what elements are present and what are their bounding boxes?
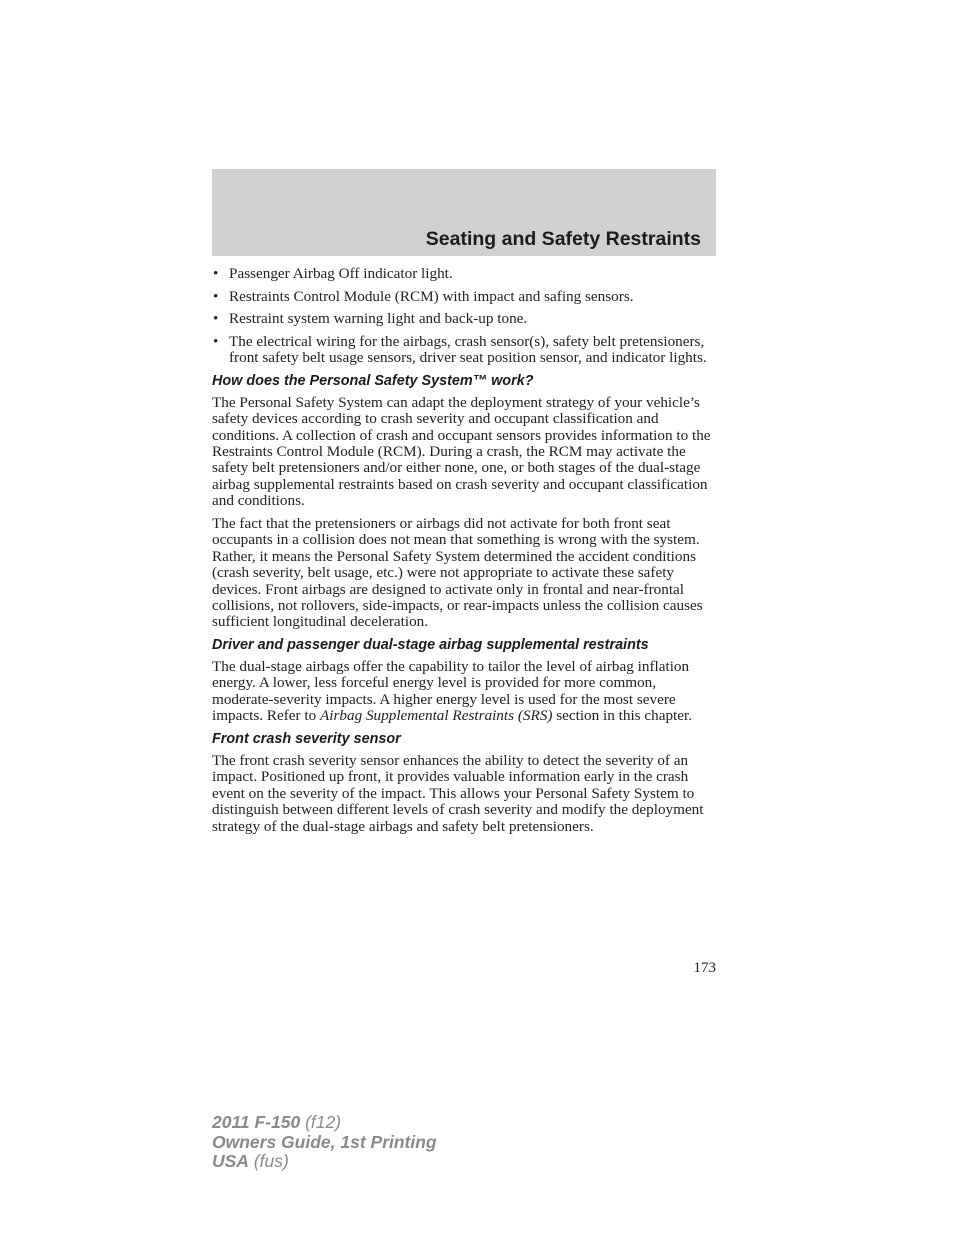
section-header-band bbox=[212, 169, 716, 256]
footer-line-market bbox=[212, 1152, 437, 1172]
srs-section-reference: Airbag Supplemental Restraints (SRS) bbox=[319, 707, 553, 725]
section-title: Seating and Safety Restraints bbox=[425, 228, 701, 250]
bullet-icon: • bbox=[213, 332, 219, 350]
dual-stage-paragraph bbox=[212, 659, 718, 725]
component-list bbox=[212, 266, 718, 367]
list-item-text: Passenger Airbag Off indicator light. bbox=[229, 265, 453, 282]
dual-stage-text-end: section in this chapter. bbox=[552, 707, 693, 725]
document-footer bbox=[212, 1113, 437, 1172]
footer-model: 2011 F-150 bbox=[212, 1112, 301, 1132]
bullet-icon: • bbox=[213, 287, 219, 305]
front-sensor-paragraph: The front crash severity sensor enhances the ability to detect the severity of an impact. Positioned up front, it provides valuable information early in the crash event on the severity of the impact. This allows your Personal Safety System to distinguish between different levels of crash severity and modify the deployment strategy of the dual-stage airbags and safety belt pretensioners. bbox=[212, 751, 704, 835]
list-item bbox=[212, 311, 718, 327]
footer-market-code: (fus) bbox=[248, 1151, 289, 1172]
bullet-icon: • bbox=[213, 265, 219, 282]
footer-printing: Owners Guide, 1st Printing bbox=[212, 1131, 437, 1152]
pss-heading: How does the Personal Safety System™ work? bbox=[212, 372, 534, 389]
list-item-text: Restraints Control Module (RCM) with impact and safing sensors. bbox=[229, 287, 634, 305]
list-item bbox=[212, 289, 718, 305]
page-number: 173 bbox=[693, 960, 716, 976]
front-sensor-heading: Front crash severity sensor bbox=[212, 730, 401, 747]
footer-line-model bbox=[212, 1113, 437, 1133]
list-item bbox=[212, 266, 718, 282]
dual-stage-text-start: The dual-stage airbags offer the capability to tailor the level of airbag inflation energy. A lower, less forceful energy level is provided for more common, moderate-severity impacts. A higher energy level is used for the most severe impacts. Refer to bbox=[212, 658, 690, 725]
footer-model-code: (f12) bbox=[300, 1112, 342, 1132]
list-item-text: Restraint system warning light and back-up tone. bbox=[229, 310, 528, 328]
footer-market: USA bbox=[212, 1151, 249, 1172]
bullet-icon: • bbox=[213, 310, 219, 328]
pss-paragraph-2: The fact that the pretensioners or airbags did not activate for both front seat occupants in a collision does not mean that something is wrong with the system. Rather, it means the Personal Safety System determined the accident conditions (crash severity, belt usage, etc.) were not appropriate to activate these safety devices. Front airbags are designed to activate only in frontal and near-frontal collisions, not rollovers, side-impacts, or rear-impacts unless the collision causes sufficient longitudinal deceleration. bbox=[212, 514, 703, 631]
list-item bbox=[212, 334, 718, 367]
pss-paragraph-1: The Personal Safety System can adapt the deployment strategy of your vehicle’s safety devices according to crash severity and occupant classification and conditions. A collection of crash and occupant sensors provides information to the Restraints Control Module (RCM). During a crash, the RCM may activate the safety belt pretensioners and/or either none, one, or both stages of the dual-stage airbag supplemental restraints based on crash severity and occupant classification and conditions. bbox=[212, 393, 711, 510]
dual-stage-heading: Driver and passenger dual-stage airbag supplemental restraints bbox=[212, 637, 649, 654]
list-item-text: The electrical wiring for the airbags, crash sensor(s), safety belt pretensioners, front safety belt usage sensors, driver seat position sensor, and indicator lights. bbox=[229, 332, 707, 367]
page-content bbox=[212, 266, 718, 841]
